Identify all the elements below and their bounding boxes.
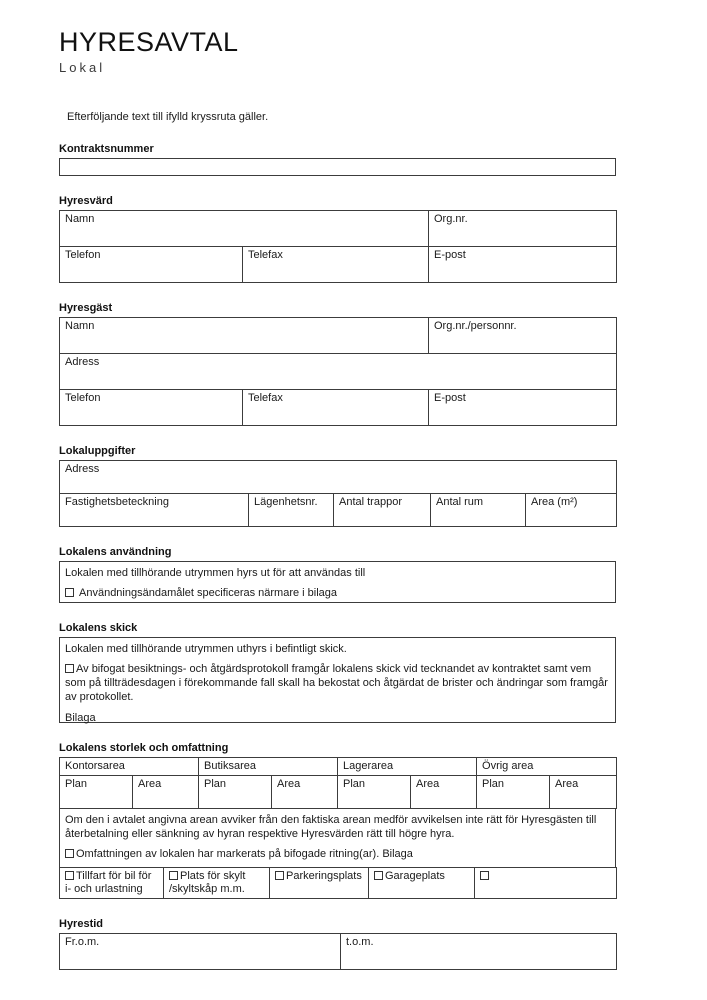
hyresvard-orgnr-label: Org.nr. [434, 213, 468, 225]
lokaluppgifter-table [59, 460, 617, 527]
hyresgast-epost-field[interactable] [429, 390, 617, 426]
anvandning-line: Lokalen med tillhörande utrymmen hyrs ut för att användas till [65, 567, 366, 579]
anvandning-label: Lokalens användning [59, 546, 172, 558]
option-empty-cell[interactable] [475, 868, 617, 899]
antal-trappor-label: Antal trappor [339, 496, 402, 508]
hyresvard-telefax-label: Telefax [248, 249, 283, 261]
antal-trappor-field[interactable] [334, 494, 431, 527]
lokal-adress-label: Adress [65, 463, 100, 475]
hyrestid-to-field[interactable] [341, 934, 617, 970]
butiksarea-plan-label: Plan [204, 778, 227, 790]
option-tillfart-cell[interactable] [60, 868, 164, 899]
hyresvard-namn-label: Namn [65, 213, 95, 225]
storlek-ritning-checkbox[interactable] [65, 849, 74, 858]
ovrig-area-plan-label: Plan [482, 778, 505, 790]
hyresgast-adress-field[interactable] [60, 354, 617, 390]
skick-checkbox-row [65, 662, 610, 704]
lagerarea-header [338, 758, 477, 776]
area-label: Area (m²) [531, 496, 578, 508]
butiksarea-header [199, 758, 338, 776]
anvandning-checkbox[interactable] [65, 588, 74, 597]
fastighetsbeteckning-label: Fastighetsbeteckning [65, 496, 169, 508]
intro-text: Efterföljande text till ifylld kryssruta gäller. [67, 111, 269, 123]
hyresgast-orgnr-field[interactable] [429, 318, 617, 354]
hyresvard-telefon-label: Telefon [65, 249, 101, 261]
hyresgast-telefax-label: Telefax [248, 392, 283, 404]
ovrig-area-area-label: Area [555, 778, 579, 790]
hyrestid-label: Hyrestid [59, 918, 104, 930]
skylt-label: Plats för skylt /skyltskåp m.m. [169, 870, 246, 895]
storlek-paragraph-box [59, 808, 616, 868]
antal-rum-label: Antal rum [436, 496, 484, 508]
tillfart-label: Tillfart för bil för i- och urlastning [65, 870, 152, 895]
hyresvard-orgnr-field[interactable] [429, 211, 617, 247]
option-skylt-cell[interactable] [164, 868, 270, 899]
butiksarea-area-label: Area [277, 778, 301, 790]
ovrig-area-plan-field[interactable] [477, 776, 550, 809]
hyresvard-namn-field[interactable] [60, 211, 429, 247]
option-garage-cell[interactable] [369, 868, 475, 899]
hyresgast-label: Hyresgäst [59, 302, 113, 314]
empty-option-checkbox[interactable] [480, 871, 489, 880]
butiksarea-area-field[interactable] [272, 776, 338, 809]
kontorsarea-header [60, 758, 199, 776]
hyresgast-table [59, 317, 617, 426]
form-content [59, 0, 616, 970]
storlek-ritning-label: Omfattningen av lokalen har markerats på bifogade ritning(ar). Bilaga [76, 848, 413, 860]
hyresgast-epost-label: E-post [434, 392, 466, 404]
hyresvard-epost-field[interactable] [429, 247, 617, 283]
kontorsarea-label: Kontorsarea [65, 760, 125, 772]
hyresgast-namn-label: Namn [65, 320, 95, 332]
lokal-adress-field[interactable] [60, 461, 617, 494]
hyresgast-adress-label: Adress [65, 356, 100, 368]
anvandning-checkbox-label: Användningsändamålet specificeras närmare i bilaga [79, 587, 338, 599]
hyresvard-telefax-field[interactable] [243, 247, 429, 283]
hyresvard-telefon-field[interactable] [60, 247, 243, 283]
lagerarea-plan-label: Plan [343, 778, 366, 790]
lagerarea-label: Lagerarea [343, 760, 394, 772]
anvandning-checkbox-row [65, 586, 610, 600]
hyresgast-telefon-field[interactable] [60, 390, 243, 426]
antal-rum-field[interactable] [431, 494, 526, 527]
kontraktsnummer-label: Kontraktsnummer [59, 143, 154, 155]
skick-bilaga-label: Bilaga [65, 712, 96, 724]
fastighetsbeteckning-field[interactable] [60, 494, 249, 527]
parkering-checkbox[interactable] [275, 871, 284, 880]
hyrestid-to-label: t.o.m. [346, 936, 374, 948]
butiksarea-plan-field[interactable] [199, 776, 272, 809]
storlek-label: Lokalens storlek och omfattning [59, 742, 229, 754]
hyresgast-namn-field[interactable] [60, 318, 429, 354]
hyrestid-table [59, 933, 617, 970]
page-title: HYRESAVTAL [59, 27, 239, 57]
butiksarea-label: Butiksarea [204, 760, 256, 772]
storlek-areas-table [59, 757, 617, 809]
lagerarea-area-field[interactable] [411, 776, 477, 809]
storlek-options-table [59, 867, 617, 899]
skick-checkbox-label: Av bifogat besiktnings- och åtgärdsprotokoll framgår lokalens skick vid tecknandet av kontraktet samt vem som på tillträdesdagen i förekommande fall skall ha bekostat och åtgärdat de brister och ändringar som framgår av protokollet. [65, 663, 608, 703]
garage-checkbox[interactable] [374, 871, 383, 880]
hyresvard-table [59, 210, 617, 283]
hyresvard-epost-label: E-post [434, 249, 466, 261]
garage-label: Garageplats [385, 870, 445, 882]
parkering-label: Parkeringsplats [286, 870, 362, 882]
page-subtitle: Lokal [59, 60, 106, 75]
storlek-checkbox-row [65, 847, 610, 861]
ovrig-area-area-field[interactable] [550, 776, 617, 809]
lagenhetsnr-field[interactable] [249, 494, 334, 527]
kontorsarea-area-field[interactable] [133, 776, 199, 809]
hyrestid-from-field[interactable] [60, 934, 341, 970]
hyrestid-from-label: Fr.o.m. [65, 936, 100, 948]
kontorsarea-plan-field[interactable] [60, 776, 133, 809]
area-field[interactable] [526, 494, 617, 527]
hyresgast-telefax-field[interactable] [243, 390, 429, 426]
ovrig-area-header [477, 758, 617, 776]
storlek-paragraph: Om den i avtalet angivna arean avviker från den faktiska arean medför avvikelsen inte rätt för Hyresgästen till återbetalning eller sänkning av hyran respektive Hyresvärden rätt till högre hyra. [65, 814, 597, 840]
skick-box[interactable] [59, 637, 616, 723]
hyresgast-telefon-label: Telefon [65, 392, 101, 404]
kontorsarea-plan-label: Plan [65, 778, 88, 790]
lokaluppgifter-label: Lokaluppgifter [59, 445, 136, 457]
anvandning-box[interactable] [59, 561, 616, 603]
skick-checkbox[interactable] [65, 664, 74, 673]
skylt-checkbox[interactable] [169, 871, 178, 880]
lagerarea-area-label: Area [416, 778, 440, 790]
lagenhetsnr-label: Lägenhetsnr. [254, 496, 318, 508]
kontorsarea-area-label: Area [138, 778, 162, 790]
lagerarea-plan-field[interactable] [338, 776, 411, 809]
tillfart-checkbox[interactable] [65, 871, 74, 880]
skick-line: Lokalen med tillhörande utrymmen uthyrs i befintligt skick. [65, 643, 347, 655]
ovrig-area-label: Övrig area [482, 760, 534, 772]
skick-label: Lokalens skick [59, 622, 138, 634]
option-parkering-cell[interactable] [270, 868, 369, 899]
kontraktsnummer-input[interactable] [59, 158, 616, 176]
hyresvard-label: Hyresvärd [59, 195, 113, 207]
hyresgast-orgnr-label: Org.nr./personnr. [434, 320, 517, 332]
